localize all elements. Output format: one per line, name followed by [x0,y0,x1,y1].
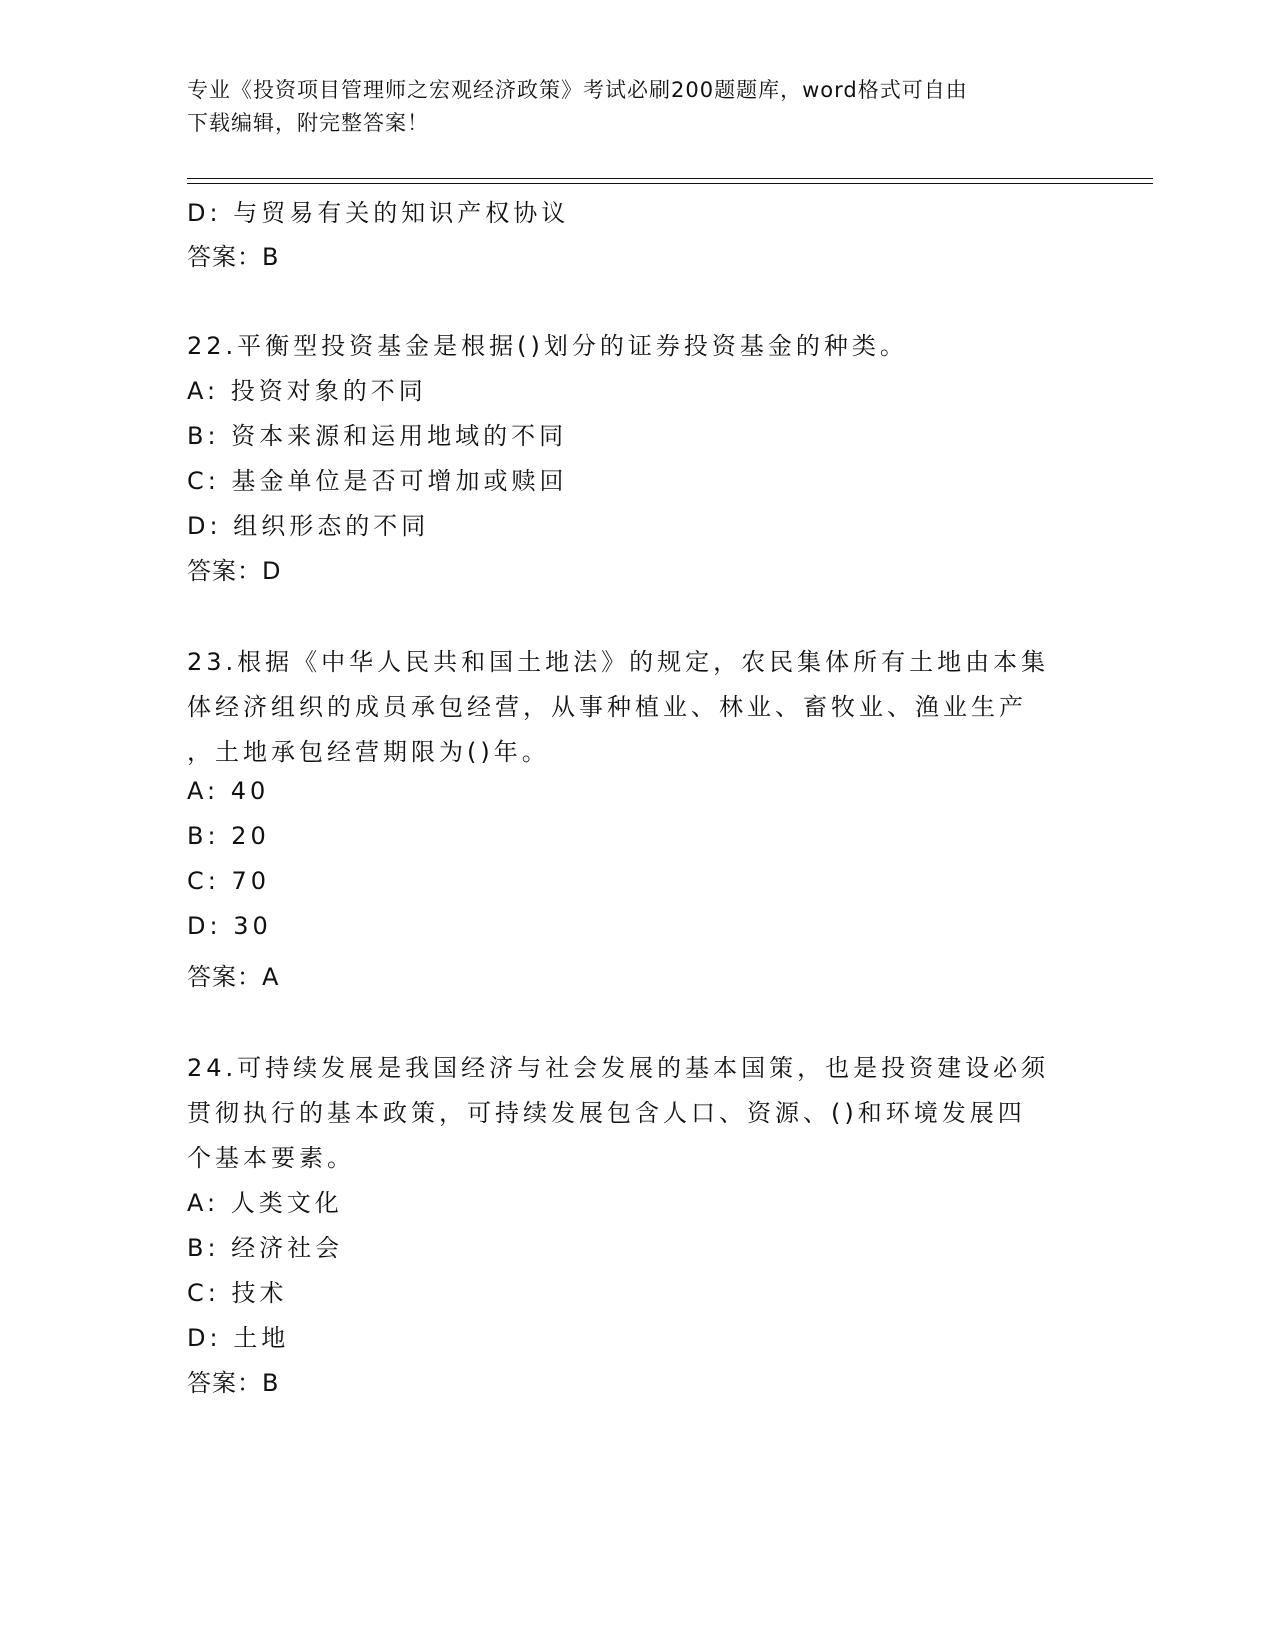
prev-question-option-d: D: 与贸易有关的知识产权协议 [187,199,570,227]
q23-option-d: D: 30 [187,912,272,940]
q22-stem: 22.平衡型投资基金是根据()划分的证券投资基金的种类。 [187,332,908,360]
q24-option-c: C: 技术 [187,1279,288,1307]
q24-stem-line-1: 24.可持续发展是我国经济与社会发展的基本国策，也是投资建设必须 [187,1054,1050,1082]
q22-option-a: A: 投资对象的不同 [187,377,427,405]
header-divider-top [187,178,1153,179]
q24-stem-line-3: 个基本要素。 [187,1144,355,1172]
q23-stem-line-3: ，土地承包经营期限为()年。 [187,738,550,766]
q23-option-a: A: 40 [187,777,270,805]
q23-option-c: C: 70 [187,867,271,895]
q24-option-d: D: 土地 [187,1324,290,1352]
q22-answer: 答案：D [187,557,282,585]
q22-option-b: B: 资本来源和运用地域的不同 [187,422,568,450]
q24-option-b: B: 经济社会 [187,1234,344,1262]
header-divider-bottom [187,183,1153,184]
q22-option-d: D: 组织形态的不同 [187,512,430,540]
q24-option-a: A: 人类文化 [187,1189,343,1217]
q23-stem-line-1: 23.根据《中华人民共和国土地法》的规定，农民集体所有土地由本集 [187,648,1050,676]
header-line-1: 专业《投资项目管理师之宏观经济政策》考试必刷200题题库，word格式可自由 [187,78,968,102]
q24-stem-line-2: 贯彻执行的基本政策，可持续发展包含人口、资源、()和环境发展四 [187,1099,1026,1127]
q23-option-b: B: 20 [187,822,270,850]
prev-question-answer: 答案：B [187,243,280,271]
header-line-2: 下载编辑，附完整答案！ [187,111,429,135]
q24-answer: 答案：B [187,1369,280,1397]
document-header [187,74,1077,140]
q22-option-c: C: 基金单位是否可增加或赎回 [187,467,568,495]
q23-stem-line-2: 体经济组织的成员承包经营，从事种植业、林业、畜牧业、渔业生产 [187,693,1027,721]
q23-answer: 答案：A [187,963,280,991]
